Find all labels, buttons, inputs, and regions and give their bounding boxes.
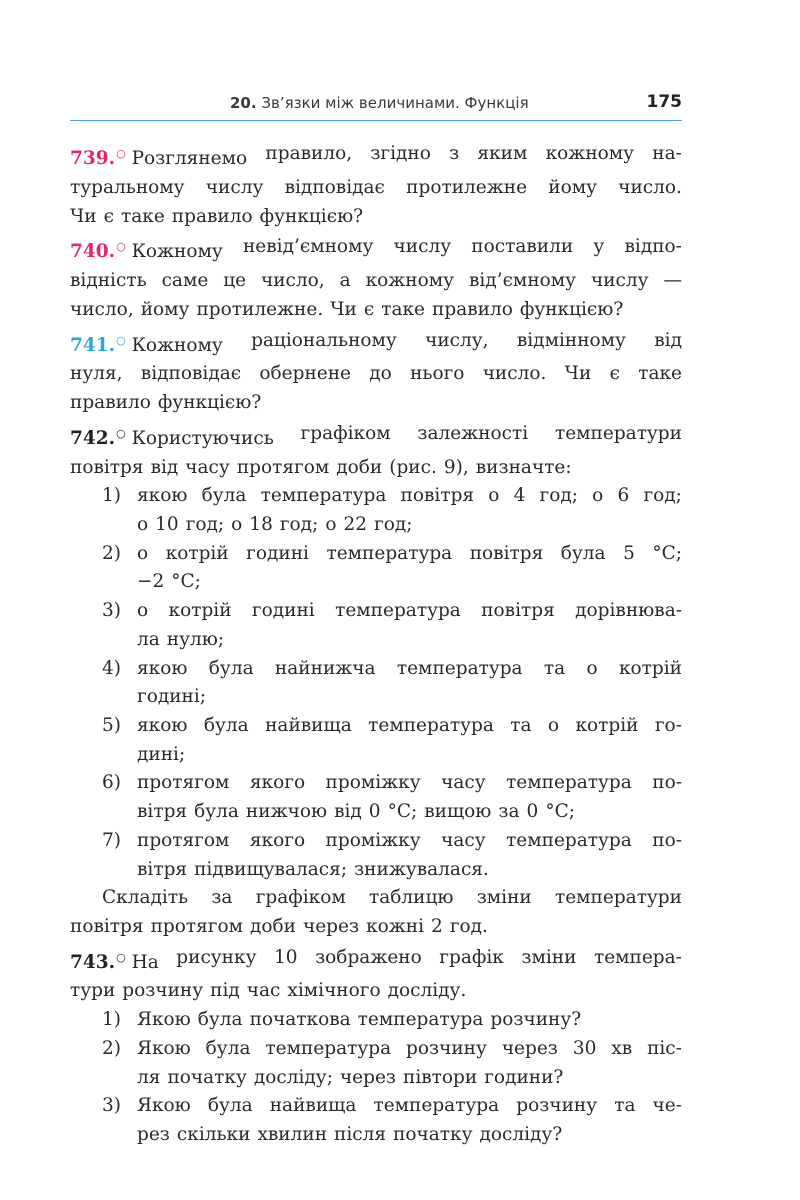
subitem-label: 3) xyxy=(102,1095,121,1117)
problem-number: 742.○ xyxy=(70,426,126,449)
subitem-line: 2) Якою була температура розчину через 30 хв піс- xyxy=(70,1035,682,1064)
running-header xyxy=(70,92,682,121)
subitem-line: 4) якою була найнижча температура та о котрій xyxy=(70,655,682,684)
subitem-label: 6) xyxy=(102,772,121,794)
section-title xyxy=(230,94,529,112)
subitem-line: вітря підвищувалася; знижувалася. xyxy=(137,858,489,880)
problem-text-line: 743.○ На рисунку 10 зображено графік зміни темпера- xyxy=(70,946,682,973)
problem-text-line: число, йому протилежне. Чи є таке правило функцією? xyxy=(70,298,624,320)
subitem-line: 1) якою була температура повітря о 4 год; о 6 год; xyxy=(70,482,682,511)
subitem-label: 4) xyxy=(102,657,121,679)
subitem-line: 6) протягом якого проміжку часу температура по- xyxy=(70,769,682,798)
exercise-level-marker: ○ xyxy=(116,240,126,254)
subitem-label: 2) xyxy=(102,1037,121,1059)
problem-text-line: тури розчину під час хімічного досліду. xyxy=(70,980,467,1002)
subitem-line: ла нулю; xyxy=(137,628,225,650)
subitem-line: 1) Якою була початкова температура розчину? xyxy=(70,1006,682,1035)
subitem-label: 2) xyxy=(102,542,121,564)
problem-text-line: повітря від часу протягом доби (рис. 9), визначте: xyxy=(70,456,572,478)
problem-number: 741.○ xyxy=(70,333,126,356)
problem-number: 740.○ xyxy=(70,240,126,263)
section-number: 20. xyxy=(230,94,257,112)
problem-text-line: туральному числу відповідає протилежне йому число. xyxy=(70,176,682,198)
subitem-label: 3) xyxy=(102,600,121,622)
problem-text-line: 741.○ Кожному раціональному числу, відмінному від xyxy=(70,329,682,356)
task-text-line: повітря протягом доби через кожні 2 год. xyxy=(70,915,488,937)
subitem-line: −2 °С; xyxy=(137,571,201,593)
problem-text-line: Чи є таке правило функцією? xyxy=(70,205,364,227)
subitem-line: 3) о котрій годині температура повітря дорівнюва- xyxy=(70,597,682,626)
subitem-line: годині; xyxy=(137,686,207,708)
problem-text-line: 739.○ Розглянемо правило, згідно з яким кожному на- xyxy=(70,143,682,170)
task-text-line: Складіть за графіком таблицю зміни температури xyxy=(102,887,682,909)
subitem-line: о 10 год; о 18 год; о 22 год; xyxy=(137,514,413,536)
problem-block xyxy=(70,944,682,1150)
subitem-line: 3) Якою була найвища температура розчину та че- xyxy=(70,1092,682,1121)
subitem-label: 1) xyxy=(102,1009,121,1031)
problem-text-line: відність саме це число, а кожному від’ємному числу — xyxy=(70,270,682,292)
problem-text-line: нуля, відповідає обернене до нього число. Чи є таке xyxy=(70,363,682,385)
subitem-label: 1) xyxy=(102,485,121,507)
subitem-line: ля початку досліду; через півтори години? xyxy=(137,1066,564,1088)
problem-number: 739.○ xyxy=(70,147,126,170)
exercise-level-marker: ○ xyxy=(116,950,126,964)
problem-block xyxy=(70,140,682,231)
problem-block xyxy=(70,233,682,324)
subitem-line: 2) о котрій годині температура повітря була 5 °С; xyxy=(70,540,682,569)
exercise-level-marker: ○ xyxy=(116,147,126,160)
problem-text-line: правило функцією? xyxy=(70,392,262,414)
exercise-level-marker: ○ xyxy=(116,333,126,347)
subitem-line: 7) протягом якого проміжку часу температура по- xyxy=(70,827,682,856)
section-name: Зв’язки між величинами. Функція xyxy=(261,94,529,112)
subitem-line: рез скільки хвилин після початку досліду? xyxy=(137,1123,563,1145)
exercise-level-marker: ○ xyxy=(116,426,126,440)
problem-block xyxy=(70,420,682,942)
problem-number: 743.○ xyxy=(70,950,126,973)
subitem-label: 5) xyxy=(102,714,121,736)
subitem-label: 7) xyxy=(102,829,121,851)
subitem-line: вітря була нижчою від 0 °С; вищою за 0 °С; xyxy=(137,801,575,823)
problem-text-line: 740.○ Кожному невід’ємному числу поставили у відпо- xyxy=(70,236,682,263)
subitem-line: дині; xyxy=(137,743,186,765)
subitem-line: 5) якою була найвища температура та о котрій го- xyxy=(70,712,682,741)
problem-text-line: 742.○ Користуючись графіком залежності температури xyxy=(70,422,682,449)
problem-gap xyxy=(70,1150,682,1152)
page-number: 175 xyxy=(646,92,682,112)
problem-list xyxy=(70,140,682,1152)
problem-block xyxy=(70,327,682,418)
